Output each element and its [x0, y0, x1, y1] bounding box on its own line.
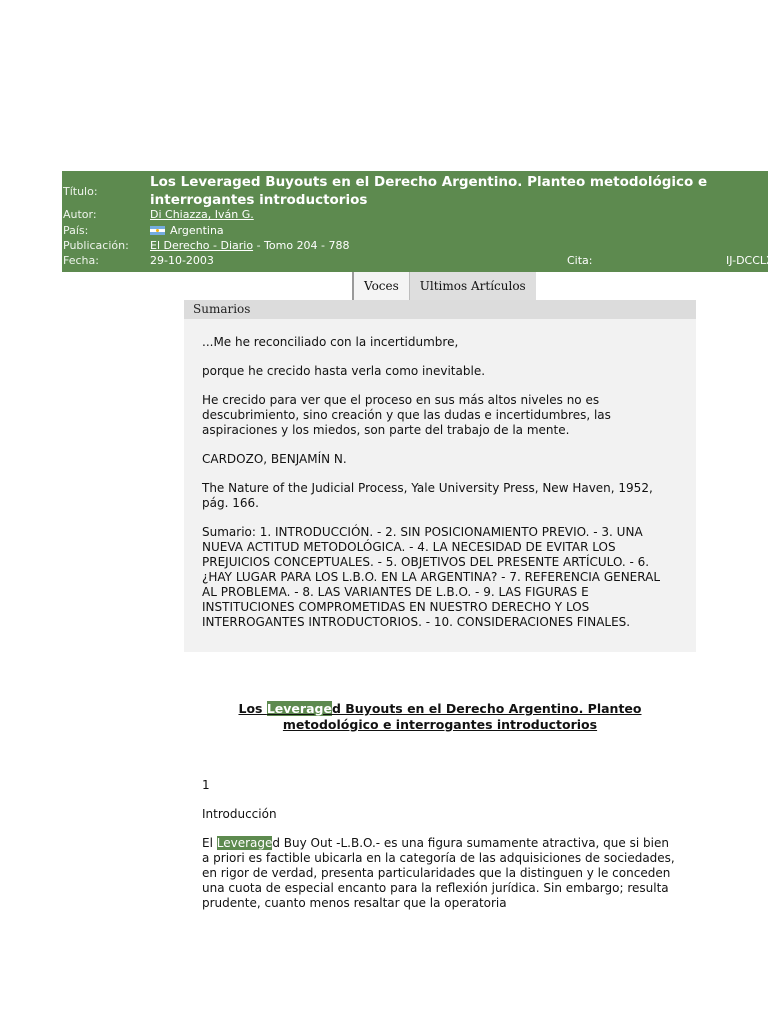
author-link[interactable]: Di Chiazza, Iván G.	[150, 208, 254, 221]
cita-label: Cita:	[567, 254, 593, 267]
intro-rest: d Buy Out -L.B.O.- es una figura sumamente atractiva, que si bien a priori es factible ubicarla en la categoría de las adquisiciones de sociedades, en rigor de verdad, presenta particularidades que la distinguen y le conceden una cuota de especial encanto para la reflexión jurídica. Sin embargo; resulta prudente, cuanto menos resaltar que la operatoria	[202, 836, 675, 910]
section-title: Introducción	[202, 807, 277, 821]
sumarios-body	[202, 335, 672, 644]
country-label: País:	[63, 224, 89, 237]
date-label: Fecha:	[63, 254, 99, 267]
title-row	[62, 171, 768, 209]
epigraph-paragraph: He crecido para ver que el proceso en sus más altos niveles no es descubrimiento, sino creación y que las dudas e incertidumbres, las aspiraciones y los miedos, son parte del trabajo de la mente.	[202, 393, 611, 437]
argentina-flag-icon	[150, 226, 165, 235]
sumario-text: Sumario: 1. INTRODUCCIÓN. - 2. SIN POSICIONAMIENTO PREVIO. - 3. UNA NUEVA ACTITUD METODOLÓGICA. - 4. LA NECESIDAD DE EVITAR LOS PREJUICIOS CONCEPTUALES. - 5. OBJETIVOS DEL PRESENTE ARTÍCULO. - 6. ¿HAY LUGAR PARA LOS L.B.O. EN LA ARGENTINA? - 7. REFERENCIA GENERAL AL PROBLEMA. - 8. LAS VARIANTES DE L.B.O. - 9. LAS FIGURAS E INSTITUCIONES COMPROMETIDAS EN NUESTRO DERECHO Y LOS INTERROGANTES INTRODUCTORIOS. - 10. CONSIDERACIONES FINALES.	[202, 525, 661, 629]
epigraph-author: CARDOZO, BENJAMÍN N.	[202, 452, 347, 466]
epigraph-line-1: ...Me he reconciliado con la incertidumbre,	[202, 335, 459, 349]
country-value	[150, 224, 224, 237]
search-highlight: Leverage	[266, 701, 332, 716]
article-body	[202, 778, 680, 925]
publication-value	[150, 239, 350, 252]
search-highlight: Leverage	[216, 836, 273, 850]
date-value: 29-10-2003	[150, 254, 214, 267]
epigraph-source: The Nature of the Judicial Process, Yale University Press, New Haven, 1952, pág. 166.	[202, 481, 653, 510]
publication-link[interactable]: El Derecho - Diario	[150, 239, 254, 252]
tab-voces[interactable]: Voces	[352, 272, 409, 300]
article-title-start: Los	[238, 701, 267, 716]
publication-volume: - Tomo 204 - 788	[253, 239, 350, 252]
cita-value: IJ-DCCLX	[726, 254, 774, 267]
document-title: Los Leveraged Buyouts en el Derecho Argentino. Planteo metodológico e interrogantes introductorios	[150, 174, 708, 208]
country-name: Argentina	[170, 224, 224, 237]
epigraph-line-2: porque he crecido hasta verla como inevitable.	[202, 364, 486, 378]
section-number: 1	[202, 778, 210, 792]
title-label: Título:	[63, 185, 98, 198]
article-title-rest: d Buyouts en el Derecho Argentino. Planteo metodológico e interrogantes introductorios	[282, 701, 642, 732]
document-header	[62, 171, 774, 272]
intro-start: El	[202, 836, 217, 850]
author-label: Autor:	[63, 208, 97, 221]
sumarios-panel	[184, 300, 696, 652]
article-title	[200, 701, 680, 733]
intro-paragraph	[202, 836, 680, 911]
tab-bar	[352, 272, 536, 300]
sumarios-heading: Sumarios	[184, 300, 696, 319]
publication-label: Publicación:	[63, 239, 129, 252]
tab-ultimos-articulos[interactable]: Ultimos Artículos	[409, 272, 536, 300]
